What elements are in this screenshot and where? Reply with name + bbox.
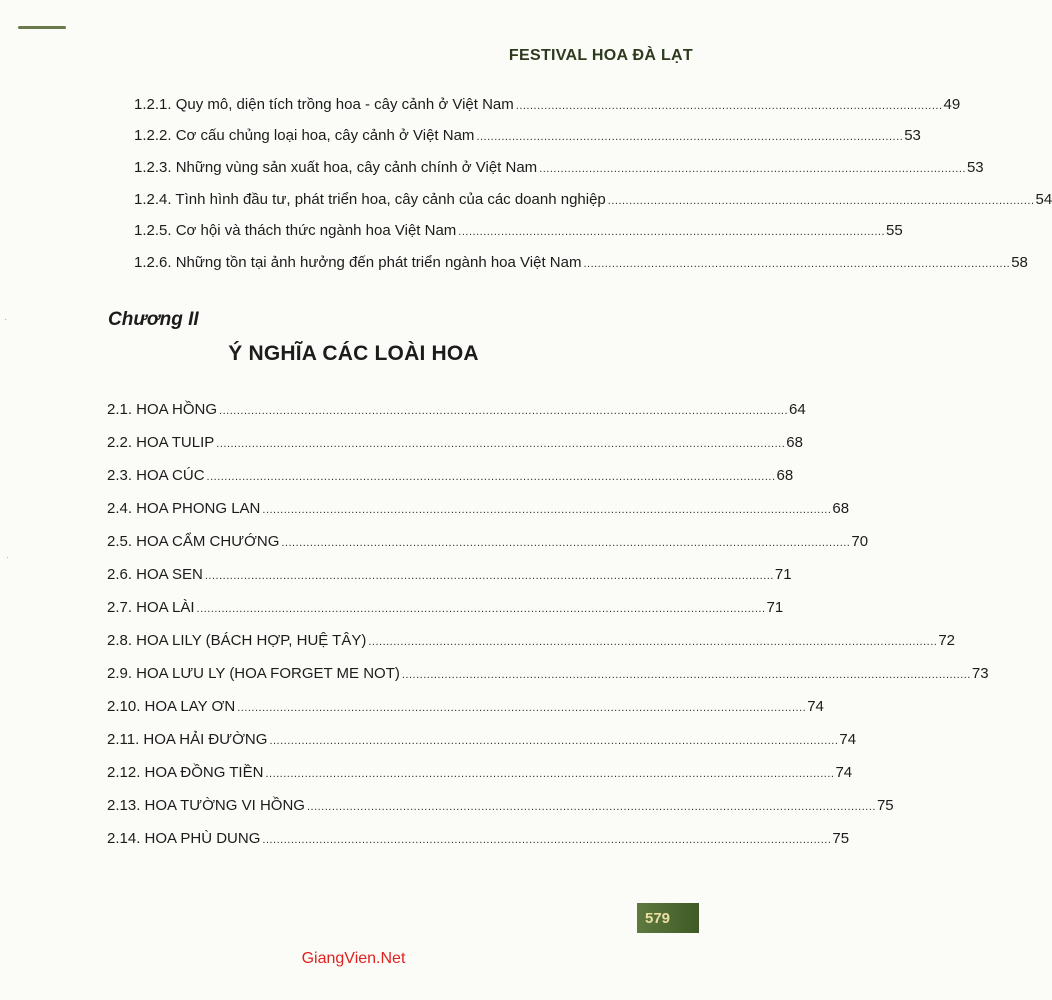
leader-dots: ........................................................................................................................ — [515, 100, 943, 112]
toc-entry-label: 1.2.1. Quy mô, diện tích trồng hoa - cây cảnh ở Việt Nam — [134, 96, 514, 113]
leader-dots: ................................................................................................................................................................ — [204, 570, 774, 582]
toc-entry-page: 72 — [938, 632, 956, 649]
leader-dots: ................................................................................................................................................................ — [306, 801, 876, 813]
leader-dots: ........................................................................................................................ — [583, 258, 1011, 270]
toc-entry[interactable] — [134, 127, 921, 146]
toc-entry-page: 49 — [943, 96, 961, 113]
leader-dots: ................................................................................................................................................................ — [281, 537, 851, 549]
leader-dots: ................................................................................................................................................................ — [368, 636, 938, 648]
toc-entry-page: 74 — [835, 764, 853, 781]
toc-entry-page: 71 — [774, 566, 792, 583]
toc-entry-label: 1.2.2. Cơ cấu chủng loại hoa, cây cảnh ở Việt Nam — [134, 127, 475, 144]
toc-entry-page: 71 — [766, 599, 784, 616]
toc-entry[interactable] — [134, 159, 984, 178]
toc-entry-page: 58 — [1011, 254, 1028, 271]
leader-dots: ................................................................................................................................................................ — [206, 471, 776, 483]
watermark: GiangVien.Net — [301, 950, 406, 967]
toc-entry-label: 1.2.4. Tình hình đầu tư, phát triển hoa, cây cảnh của các doanh nghiệp — [134, 191, 606, 208]
leader-dots: ................................................................................................................................................................ — [401, 669, 971, 681]
toc-entry[interactable] — [107, 566, 792, 585]
toc-entry[interactable] — [107, 467, 794, 486]
toc-entry-page: 68 — [776, 467, 794, 484]
leader-dots: ................................................................................................................................................................ — [196, 603, 766, 615]
toc-entry-label: 2.14. HOA PHÙ DUNG — [107, 830, 261, 847]
running-header: FESTIVAL HOA ĐÀ LẠT — [508, 47, 693, 64]
leader-dots: ................................................................................................................................................................ — [262, 504, 832, 516]
toc-entry-page: 74 — [807, 698, 824, 715]
toc-entry-label: 2.12. HOA ĐỒNG TIỀN — [107, 764, 264, 781]
toc-entry[interactable] — [107, 401, 806, 420]
page-number-badge — [637, 903, 699, 933]
toc-entry-page: 75 — [832, 830, 850, 847]
toc-entry-page: 73 — [971, 665, 989, 682]
toc-entry-label: 2.3. HOA CÚC — [107, 467, 205, 484]
toc-entry-label: 2.6. HOA SEN — [107, 566, 203, 583]
toc-entry-label: 2.13. HOA TƯỜNG VI HỒNG — [107, 797, 305, 814]
toc-entry[interactable] — [107, 632, 956, 651]
toc-entry[interactable] — [134, 222, 903, 241]
toc-entry-page: 54 — [1035, 191, 1052, 208]
leader-dots: ........................................................................................................................ — [476, 131, 904, 143]
toc-entry[interactable] — [134, 96, 961, 115]
toc-entry-label: 2.1. HOA HỒNG — [107, 401, 218, 418]
toc-entry-label: 2.7. HOA LÀI — [107, 599, 195, 616]
toc-entry-page: 68 — [832, 500, 850, 517]
toc-entry-page: 70 — [851, 533, 869, 550]
leader-dots: ................................................................................................................................................................ — [269, 735, 839, 747]
leader-dots: ................................................................................................................................................................ — [265, 768, 835, 780]
leader-dots: ................................................................................................................................................................ — [219, 405, 789, 417]
toc-entry[interactable] — [134, 191, 1052, 210]
toc-entry[interactable] — [107, 533, 869, 552]
toc-entry-page: 75 — [876, 797, 894, 814]
toc-entry-page: 55 — [886, 222, 903, 239]
toc-entry-label: 1.2.5. Cơ hội và thách thức ngành hoa Việt Nam — [134, 222, 457, 239]
toc-entry[interactable] — [107, 731, 857, 750]
toc-entry[interactable] — [107, 698, 824, 717]
toc-entry-label: 2.10. HOA LAY ƠN — [107, 698, 236, 715]
toc-entry-page: 53 — [966, 159, 984, 176]
scan-speck: · — [4, 314, 8, 325]
toc-entry-label: 2.11. HOA HẢI ĐƯỜNG — [107, 731, 268, 748]
leader-dots: ................................................................................................................................................................ — [237, 702, 807, 714]
chapter-title: Ý NGHĨA CÁC LOÀI HOA — [228, 342, 479, 365]
header-rule — [18, 26, 66, 29]
toc-entry-label: 1.2.3. Những vùng sản xuất hoa, cây cảnh chính ở Việt Nam — [134, 159, 538, 176]
toc-entry-page: 53 — [904, 127, 921, 144]
toc-entry-label: 2.5. HOA CẨM CHƯỚNG — [107, 533, 280, 550]
toc-entry-label: 2.9. HOA LƯU LY (HOA FORGET ME NOT) — [107, 665, 400, 682]
leader-dots: ........................................................................................................................ — [458, 226, 886, 238]
toc-entry-label: 2.8. HOA LILY (BÁCH HỢP, HUỆ TÂY) — [107, 632, 367, 649]
toc-entry-page: 68 — [786, 434, 803, 451]
toc-entry[interactable] — [134, 254, 1028, 273]
toc-entry[interactable] — [107, 830, 850, 849]
chapter-label: Chương II — [108, 309, 199, 330]
scan-speck: · — [6, 552, 10, 563]
toc-entry[interactable] — [107, 764, 853, 783]
toc-entry[interactable] — [107, 434, 803, 453]
toc-entry[interactable] — [107, 599, 784, 618]
toc-entry-label: 2.2. HOA TULIP — [107, 434, 215, 451]
leader-dots: ................................................................................................................................................................ — [216, 438, 786, 450]
page-number: 579 — [645, 909, 671, 927]
toc-entry[interactable] — [107, 500, 850, 519]
toc-entry-label: 1.2.6. Những tồn tại ảnh hưởng đến phát triển ngành hoa Việt Nam — [134, 254, 582, 271]
toc-entry[interactable] — [107, 665, 989, 684]
toc-entry-page: 74 — [839, 731, 857, 748]
leader-dots: ................................................................................................................................................................ — [262, 834, 832, 846]
leader-dots: ........................................................................................................................ — [607, 195, 1035, 207]
toc-entry[interactable] — [107, 797, 894, 816]
leader-dots: ........................................................................................................................ — [539, 163, 966, 175]
toc-entry-label: 2.4. HOA PHONG LAN — [107, 500, 261, 517]
toc-entry-page: 64 — [789, 401, 806, 418]
